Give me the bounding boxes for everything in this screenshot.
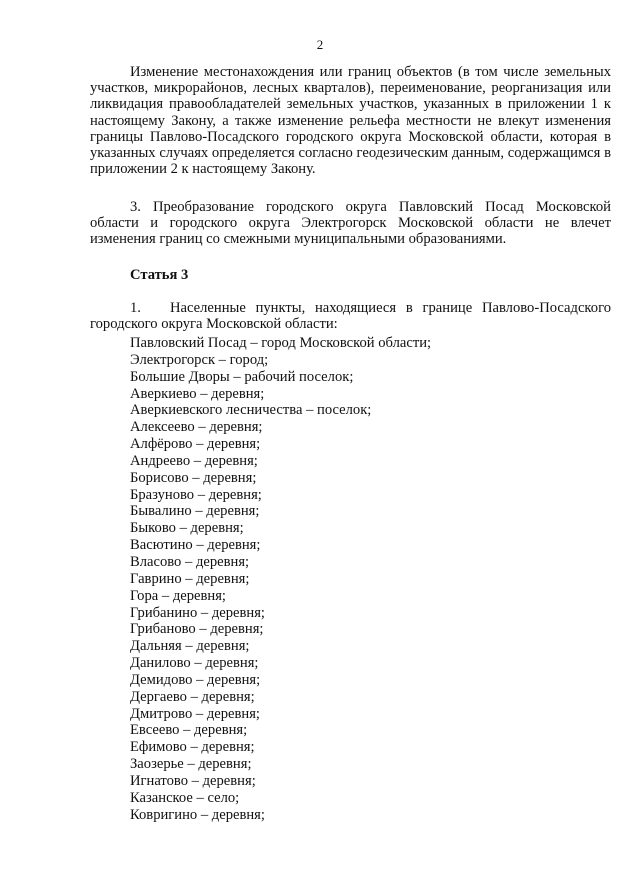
- settlement-item: Данилово – деревня;: [130, 655, 259, 672]
- settlement-item: Заозерье – деревня;: [130, 756, 252, 773]
- settlement-item: Гора – деревня;: [130, 587, 226, 604]
- settlement-item: Большие Дворы – рабочий поселок;: [130, 368, 354, 385]
- settlement-item: Дальняя – деревня;: [130, 638, 250, 655]
- page-number: 2: [316, 37, 324, 52]
- settlement-item: Игнатово – деревня;: [130, 772, 256, 789]
- settlement-item: Бразуново – деревня;: [130, 486, 262, 503]
- settlement-item: Демидово – деревня;: [130, 671, 261, 688]
- settlement-item: Грибаново – деревня;: [130, 621, 264, 638]
- settlement-item: Павловский Посад – город Московской области;: [130, 335, 432, 351]
- settlement-item: Васютино – деревня;: [130, 537, 261, 554]
- settlement-item: Электрогорск – город;: [130, 351, 269, 368]
- settlement-item: Алексеево – деревня;: [130, 419, 263, 436]
- settlement-item: Казанское – село;: [130, 789, 240, 806]
- settlement-item: Евсеево – деревня;: [130, 722, 248, 739]
- settlements-list: [130, 335, 431, 823]
- settlement-item: Дергаево – деревня;: [130, 688, 255, 705]
- settlement-item: Аверкиевского лесничества – поселок;: [130, 402, 372, 419]
- settlement-item: Гаврино – деревня;: [130, 570, 250, 587]
- article-heading: Статья 3: [130, 267, 189, 283]
- settlement-item: Андреево – деревня;: [130, 452, 258, 469]
- settlement-item: Быково – деревня;: [130, 520, 244, 537]
- settlement-item: Алфёрово – деревня;: [130, 436, 261, 453]
- settlement-item: Грибанино – деревня;: [130, 604, 265, 621]
- paragraph-transformation: 3. Преобразование городского округа Павловский Посад Московской области и городского округа Электрогорск Московской области не влечет изменения границ со смежными муниципальными образованиями.: [90, 199, 611, 248]
- settlement-item: Ефимово – деревня;: [130, 739, 255, 756]
- paragraph-boundary-changes: Изменение местонахождения или границ объектов (в том числе земельных участков, микрорайонов, лесных кварталов), переименование, реорганизация или ликвидация правообладателей земельных участков, указанных в приложении 1 к настоящему Закону, а также изменение рельефа местности не влекут изменения границы Павлово-Посадского городского округа Московской области, которая в указанных случаях определяется согласно геодезическим данным, содержащимся в приложении 2 к настоящему Закону.: [90, 64, 611, 178]
- item-number: 1.: [130, 300, 141, 316]
- settlement-item: Власово – деревня;: [130, 553, 250, 570]
- item-text: Населенные пункты, находящиеся в границе Павлово-Посадского городского округа Московской области:: [90, 300, 611, 333]
- settlement-item: Бывалино – деревня;: [130, 503, 260, 520]
- settlement-item: Ковригино – деревня;: [130, 806, 265, 823]
- settlement-item: Дмитрово – деревня;: [130, 705, 260, 722]
- settlement-item: Аверкиево – деревня;: [130, 385, 265, 402]
- article-item-1: [90, 300, 611, 332]
- settlement-item: Борисово – деревня;: [130, 469, 257, 486]
